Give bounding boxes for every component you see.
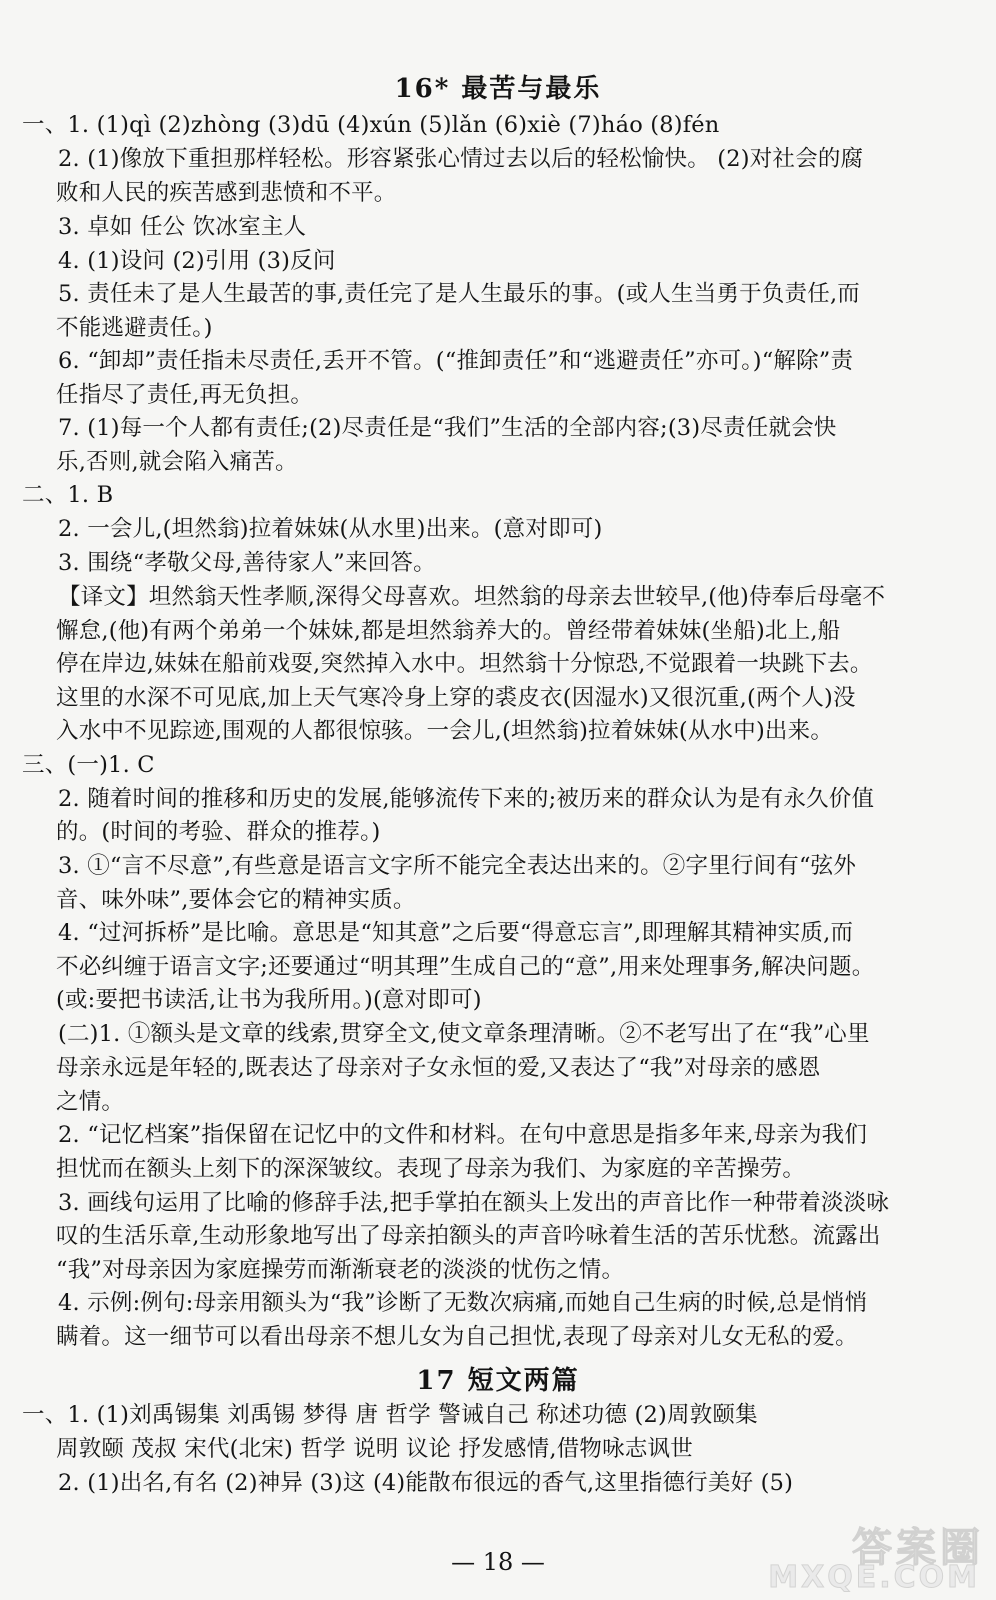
translation-line: 入水中不见踪迹,围观的人都很惊骇。一会儿,(坦然翁)拉着妹妹(从水中)出来。 xyxy=(56,718,834,744)
translation-line: 【译文】坦然翁天性孝顺,深得父母喜欢。坦然翁的母亲去世较早,(他)侍奉后母毫不 xyxy=(58,584,886,610)
answer-line: 4. (1)设问 (2)引用 (3)反问 xyxy=(58,248,336,274)
answer-line: 的。(时间的考验、群众的推荐。) xyxy=(56,819,381,845)
answer-line: 乐,否则,就会陷入痛苦。 xyxy=(56,449,298,475)
answer-line: (或:要把书读活,让书为我所用。)(意对即可) xyxy=(56,987,482,1013)
watermark-logo-text: 答案圈 xyxy=(852,1525,984,1571)
answer-line: 叹的生活乐章,生动形象地写出了母亲拍额头的声音吟咏着生活的苦乐忧愁。流露出 xyxy=(56,1223,881,1249)
answer-line: 2. (1)出名,有名 (2)神异 (3)这 (4)能散布很远的香气,这里指德行美好 (5) xyxy=(58,1470,794,1496)
answer-line: 一、1. (1)刘禹锡集 刘禹锡 梦得 唐 哲学 警诫自己 称述功德 (2)周敦颐集 xyxy=(22,1402,758,1428)
answer-line: 2. (1)像放下重担那样轻松。形容紧张心情过去以后的轻松愉快。 (2)对社会的腐 xyxy=(58,146,864,172)
lesson-16-title: 16* 最苦与最乐 xyxy=(394,74,602,104)
answer-line: 瞒着。这一细节可以看出母亲不想儿女为自己担忧,表现了母亲对儿女无私的爱。 xyxy=(56,1324,858,1350)
answer-line: 一、1. (1)qì (2)zhòng (3)dū (4)xún (5)lǎn (6)xiè (7)háo (8)fén xyxy=(22,112,720,138)
answer-line: 二、1. B xyxy=(22,482,114,508)
answer-line: 不能逃避责任。) xyxy=(56,315,213,341)
answer-line: 周敦颐 茂叔 宋代(北宋) 哲学 说明 议论 抒发感情,借物咏志讽世 xyxy=(56,1436,693,1462)
answer-line: 7. (1)每一个人都有责任;(2)尽责任是“我们”生活的全部内容;(3)尽责任就会快 xyxy=(58,415,837,441)
answer-line: 任指尽了责任,再无负担。 xyxy=(56,382,314,408)
answer-line: 4. 示例:例句:母亲用额头为“我”诊断了无数次病痛,而她自己生病的时候,总是悄悄 xyxy=(58,1290,868,1316)
answer-line: 3. ①“言不尽意”,有些意是语言文字所不能完全表达出来的。②字里行间有“弦外 xyxy=(58,853,857,879)
answer-line: 2. 随着时间的推移和历史的发展,能够流传下来的;被历来的群众认为是有永久价值 xyxy=(58,786,875,812)
answer-line: “我”对母亲因为家庭操劳而渐渐衰老的淡淡的忧伤之情。 xyxy=(56,1257,625,1283)
answer-line: 6. “卸却”责任指未尽责任,丢开不管。(“推卸责任”和“逃避责任”亦可。)“解除”责 xyxy=(58,348,854,374)
answer-line: 3. 卓如 任公 饮冰室主人 xyxy=(58,214,307,240)
answer-line: 5. 责任未了是人生最苦的事,责任完了是人生最乐的事。(或人生当勇于负责任,而 xyxy=(58,281,861,307)
translation-line: 懈怠,(他)有两个弟弟一个妹妹,都是坦然翁养大的。曾经带着妹妹(坐船)北上,船 xyxy=(56,618,841,644)
answer-line: (二)1. ①额头是文章的线索,贯穿全文,使文章条理清晰。②不老写出了在“我”心里 xyxy=(58,1021,870,1047)
watermark-logo xyxy=(770,1516,988,1596)
answer-line: 4. “过河拆桥”是比喻。意思是“知其意”之后要“得意忘言”,即理解其精神实质,而 xyxy=(58,920,854,946)
translation-line: 这里的水深不可见底,加上天气寒冷身上穿的裘皮衣(因湿水)又很沉重,(两个人)没 xyxy=(56,685,856,711)
lesson-17-title: 17 短文两篇 xyxy=(416,1366,580,1396)
answer-line: 不必纠缠于语言文字;还要通过“明其理”生成自己的“意”,用来处理事务,解决问题。 xyxy=(56,954,875,980)
answer-line: 之情。 xyxy=(56,1089,125,1115)
answer-line: 3. 画线句运用了比喻的修辞手法,把手掌拍在额头上发出的声音比作一种带着淡淡咏 xyxy=(58,1190,890,1216)
answer-line: 3. 围绕“孝敬父母,善待家人”来回答。 xyxy=(58,550,436,576)
answer-line: 三、(一)1. C xyxy=(22,752,155,778)
answer-line: 2. “记忆档案”指保留在记忆中的文件和材料。在句中意思是指多年来,母亲为我们 xyxy=(58,1122,868,1148)
translation-line: 停在岸边,妹妹在船前戏耍,突然掉入水中。坦然翁十分惊恐,不觉跟着一块跳下去。 xyxy=(56,651,873,677)
watermark-url: MXQE.COM xyxy=(768,1560,980,1595)
answer-line: 音、味外味”,要体会它的精神实质。 xyxy=(56,887,416,913)
answer-line: 2. 一会儿,(坦然翁)拉着妹妹(从水里)出来。(意对即可) xyxy=(58,516,603,542)
answer-line: 担忧而在额头上刻下的深深皱纹。表现了母亲为我们、为家庭的辛苦操劳。 xyxy=(56,1156,806,1182)
page-number: — 18 — xyxy=(451,1548,545,1576)
answer-line: 母亲永远是年轻的,既表达了母亲对子女永恒的爱,又表达了“我”对母亲的感恩 xyxy=(56,1055,821,1081)
answer-line: 败和人民的疾苦感到悲愤和不平。 xyxy=(56,180,397,206)
